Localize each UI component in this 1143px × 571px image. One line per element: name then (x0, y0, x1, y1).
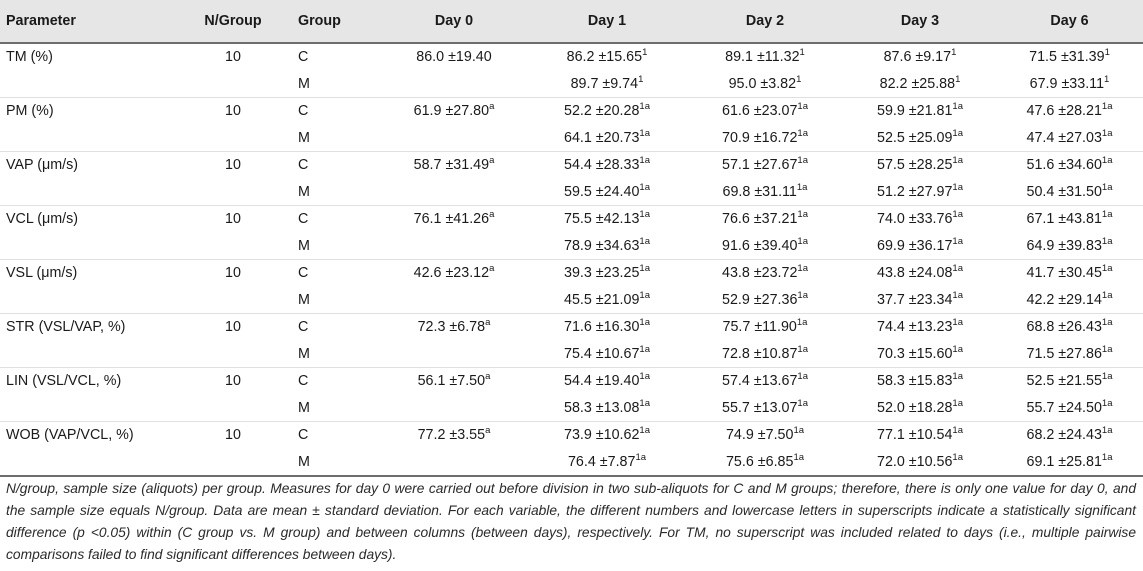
table-row (0, 260, 1143, 287)
mean-sd-value: 55.7 ±24.50 (1026, 399, 1102, 416)
significance-superscript: 1a (952, 451, 963, 463)
day-value-cell (844, 233, 996, 260)
mean-sd-value: 64.9 ±39.83 (1026, 237, 1102, 254)
header-day-6: Day 6 (996, 0, 1143, 43)
significance-superscript: 1a (796, 181, 808, 193)
significance-superscript: 1a (952, 371, 963, 383)
mean-sd-value: 61.9 ±27.80 (413, 103, 490, 120)
day-value-cell (844, 179, 996, 206)
table-row (0, 206, 1143, 233)
significance-superscript: 1a (797, 235, 808, 247)
mean-sd-value: 68.2 ±24.43 (1026, 427, 1102, 444)
day-value-cell (996, 287, 1143, 314)
group-cell: C (298, 319, 309, 336)
mean-sd-value: 51.6 ±34.60 (1026, 157, 1102, 174)
mean-sd-value: 54.4 ±28.33 (564, 157, 640, 174)
day-value-cell (380, 71, 528, 98)
parameter-cell (0, 71, 174, 98)
significance-superscript: 1a (952, 317, 963, 329)
significance-superscript: 1a (952, 397, 963, 409)
mean-sd-value: 67.9 ±33.11 (1029, 75, 1105, 92)
significance-superscript: 1a (1101, 155, 1113, 167)
mean-sd-value: 61.6 ±23.07 (722, 103, 798, 120)
mean-sd-value: 43.8 ±24.08 (877, 265, 953, 282)
mean-sd-value: 45.5 ±21.09 (564, 291, 640, 308)
n-group-cell (174, 287, 292, 314)
mean-sd-value: 72.0 ±10.56 (877, 453, 953, 470)
parameter-cell (0, 341, 174, 368)
table-row (0, 314, 1143, 341)
header-parameter: Parameter (0, 0, 174, 43)
significance-superscript: a (485, 317, 491, 329)
day-value-cell (686, 125, 844, 152)
day-value-cell (380, 98, 528, 125)
header-row (0, 0, 1143, 43)
mean-sd-value: 55.7 ±13.07 (722, 399, 798, 416)
table-row (0, 341, 1143, 368)
day-value-cell (528, 449, 686, 477)
group-cell: M (292, 449, 380, 477)
day-value-cell (380, 233, 528, 260)
day-value-cell (686, 395, 844, 422)
n-group-cell: 10 (225, 211, 241, 228)
mean-sd-value: 52.5 ±21.55 (1026, 373, 1102, 390)
table-row (0, 98, 1143, 125)
parameter-cell: TM (%) (6, 49, 53, 66)
mean-sd-value: 37.7 ±23.34 (877, 291, 953, 308)
table-row (0, 43, 1143, 71)
day-value-cell (686, 233, 844, 260)
day-value-cell (844, 314, 996, 341)
day-value-cell (996, 179, 1143, 206)
table-row (0, 368, 1143, 395)
parameter-cell (0, 287, 174, 314)
parameter-cell (0, 449, 174, 477)
n-group-cell (174, 233, 292, 260)
table-row (0, 125, 1143, 152)
mean-sd-value: 51.2 ±27.97 (877, 183, 953, 200)
n-group-cell (174, 71, 292, 98)
mean-sd-value: 70.3 ±15.60 (877, 345, 953, 362)
mean-sd-value: 67.1 ±43.81 (1026, 211, 1102, 228)
header-day-3: Day 3 (844, 0, 996, 43)
group-cell: M (292, 125, 380, 152)
significance-superscript: 1 (951, 47, 957, 59)
parameter-cell: VCL (μm/s) (6, 211, 79, 228)
group-cell: M (292, 71, 380, 98)
day-value-cell (528, 206, 686, 233)
day-value-cell (844, 71, 996, 98)
day-value-cell (528, 98, 686, 125)
parameter-cell: LIN (VSL/VCL, %) (6, 373, 122, 390)
significance-superscript: 1a (952, 289, 963, 301)
mean-sd-value: 76.6 ±37.21 (722, 211, 798, 228)
mean-sd-value: 76.4 ±7.87 (567, 453, 636, 470)
day-value-cell (844, 98, 996, 125)
table-row (0, 233, 1143, 260)
day-value-cell (380, 368, 528, 395)
significance-superscript: 1a (1101, 181, 1113, 193)
mean-sd-value: 52.2 ±20.28 (564, 103, 640, 120)
parameter-cell: WOB (VAP/VCL, %) (6, 427, 134, 444)
significance-superscript: 1a (1101, 451, 1113, 463)
group-cell: C (298, 157, 309, 174)
significance-superscript: a (489, 101, 495, 113)
header-day-2: Day 2 (686, 0, 844, 43)
significance-superscript: 1a (952, 155, 963, 167)
significance-superscript: a (489, 155, 495, 167)
group-cell: C (298, 211, 309, 228)
n-group-cell: 10 (225, 49, 241, 66)
day-value-cell (528, 71, 686, 98)
day-value-cell (996, 98, 1143, 125)
mean-sd-value: 54.4 ±19.40 (564, 373, 640, 390)
significance-superscript: 1a (1101, 235, 1113, 247)
mean-sd-value: 57.5 ±28.25 (877, 157, 953, 174)
day-value-cell (380, 341, 528, 368)
mean-sd-value: 75.5 ±42.13 (564, 211, 640, 228)
significance-superscript: 1a (1101, 127, 1113, 139)
group-cell: C (298, 103, 309, 120)
day-value-cell (844, 125, 996, 152)
day-value-cell (380, 287, 528, 314)
mean-sd-value: 43.8 ±23.72 (722, 265, 798, 282)
significance-superscript: 1a (952, 127, 963, 139)
mean-sd-value: 75.6 ±6.85 (725, 453, 794, 470)
day-value-cell (844, 341, 996, 368)
group-cell: M (292, 395, 380, 422)
mean-sd-value: 76.1 ±41.26 (413, 211, 490, 228)
mean-sd-value: 69.9 ±36.17 (877, 237, 953, 254)
significance-superscript: 1 (796, 73, 802, 85)
day-value-cell (686, 206, 844, 233)
significance-superscript: 1a (793, 451, 805, 463)
mean-sd-value: 75.4 ±10.67 (564, 345, 640, 362)
day-value-cell (844, 43, 996, 71)
day-value-cell (528, 422, 686, 449)
day-value-cell (528, 395, 686, 422)
day-value-cell (380, 179, 528, 206)
table-row (0, 179, 1143, 206)
mean-sd-value: 91.6 ±39.40 (722, 237, 798, 254)
mean-sd-value: 52.0 ±18.28 (877, 399, 953, 416)
significance-superscript: 1 (642, 47, 648, 59)
mean-sd-value: 78.9 ±34.63 (564, 237, 640, 254)
day-value-cell (686, 71, 844, 98)
significance-superscript: 1a (639, 209, 650, 221)
day-value-cell (996, 233, 1143, 260)
day-value-cell (528, 179, 686, 206)
significance-superscript: 1a (1101, 263, 1113, 275)
parameter-cell (0, 233, 174, 260)
significance-superscript: 1a (797, 289, 808, 301)
day-value-cell (996, 260, 1143, 287)
mean-sd-value: 86.0 ±19.40 (416, 49, 492, 66)
significance-superscript: 1a (1101, 397, 1113, 409)
significance-superscript: 1a (797, 371, 808, 383)
mean-sd-value: 70.9 ±16.72 (722, 129, 798, 146)
day-value-cell (844, 206, 996, 233)
significance-superscript: a (489, 263, 495, 275)
significance-superscript: 1a (639, 263, 650, 275)
day-value-cell (996, 71, 1143, 98)
n-group-cell (174, 395, 292, 422)
table-row (0, 395, 1143, 422)
significance-superscript: 1a (1101, 101, 1113, 113)
significance-superscript: 1a (1101, 317, 1113, 329)
table-row (0, 152, 1143, 179)
mean-sd-value: 77.1 ±10.54 (877, 427, 953, 444)
day-value-cell (996, 152, 1143, 179)
mean-sd-value: 59.9 ±21.81 (877, 103, 953, 120)
n-group-cell (174, 125, 292, 152)
day-value-cell (686, 43, 844, 71)
mean-sd-value: 47.4 ±27.03 (1026, 129, 1102, 146)
mean-sd-value: 52.5 ±25.09 (877, 129, 953, 146)
significance-superscript: 1a (952, 101, 963, 113)
significance-superscript: 1a (1101, 343, 1113, 355)
significance-superscript: 1 (638, 73, 644, 85)
mean-sd-value: 42.2 ±29.14 (1026, 291, 1102, 308)
parameter-cell: VAP (μm/s) (6, 157, 79, 174)
significance-superscript: 1a (793, 425, 805, 437)
parameter-cell: VSL (μm/s) (6, 265, 78, 282)
group-cell: M (292, 179, 380, 206)
significance-superscript: a (485, 425, 491, 437)
mean-sd-value: 58.3 ±15.83 (877, 373, 953, 390)
significance-superscript: 1a (639, 127, 650, 139)
mean-sd-value: 58.7 ±31.49 (413, 157, 490, 174)
significance-superscript: 1a (635, 451, 647, 463)
mean-sd-value: 57.4 ±13.67 (722, 373, 798, 390)
table-row (0, 287, 1143, 314)
mean-sd-value: 86.2 ±15.65 (566, 49, 643, 66)
significance-superscript: 1a (797, 343, 808, 355)
n-group-cell: 10 (225, 427, 241, 444)
group-cell: C (298, 265, 309, 282)
parameter-cell: STR (VSL/VAP, %) (6, 319, 126, 336)
day-value-cell (996, 206, 1143, 233)
n-group-cell: 10 (225, 319, 241, 336)
significance-superscript: 1a (639, 397, 650, 409)
mean-sd-value: 42.6 ±23.12 (413, 265, 490, 282)
group-cell: C (298, 427, 309, 444)
mean-sd-value: 75.7 ±11.90 (722, 319, 797, 336)
table-row (0, 422, 1143, 449)
mean-sd-value: 73.9 ±10.62 (564, 427, 640, 444)
significance-superscript: 1a (952, 343, 963, 355)
day-value-cell (528, 152, 686, 179)
mean-sd-value: 74.9 ±7.50 (725, 427, 794, 444)
table-row (0, 449, 1143, 477)
day-value-cell (686, 449, 844, 477)
header-n-group: N/Group (174, 0, 292, 43)
n-group-cell (174, 449, 292, 477)
mean-sd-value: 56.1 ±7.50 (417, 373, 486, 390)
group-cell: M (292, 341, 380, 368)
day-value-cell (380, 395, 528, 422)
day-value-cell (996, 368, 1143, 395)
significance-superscript: 1a (797, 101, 808, 113)
day-value-cell (996, 125, 1143, 152)
mean-sd-value: 69.8 ±31.11 (722, 183, 797, 200)
mean-sd-value: 71.6 ±16.30 (564, 319, 640, 336)
n-group-cell: 10 (225, 157, 241, 174)
n-group-cell: 10 (225, 103, 241, 120)
significance-superscript: 1 (799, 47, 805, 59)
day-value-cell (528, 260, 686, 287)
n-group-cell (174, 179, 292, 206)
significance-superscript: 1a (1101, 209, 1113, 221)
significance-superscript: 1a (639, 101, 650, 113)
day-value-cell (844, 287, 996, 314)
header-day-1: Day 1 (528, 0, 686, 43)
significance-superscript: 1 (1104, 47, 1110, 59)
parameter-cell: PM (%) (6, 103, 54, 120)
mean-sd-value: 89.7 ±9.74 (570, 75, 639, 92)
mean-sd-value: 87.6 ±9.17 (883, 49, 952, 66)
mean-sd-value: 74.0 ±33.76 (877, 211, 953, 228)
day-value-cell (528, 43, 686, 71)
mean-sd-value: 71.5 ±27.86 (1026, 345, 1102, 362)
significance-superscript: 1a (797, 155, 808, 167)
group-cell: M (292, 287, 380, 314)
day-value-cell (996, 314, 1143, 341)
significance-superscript: 1a (796, 317, 808, 329)
significance-superscript: 1a (952, 425, 963, 437)
day-value-cell (844, 260, 996, 287)
day-value-cell (380, 43, 528, 71)
parameter-cell (0, 179, 174, 206)
day-value-cell (686, 260, 844, 287)
significance-superscript: 1a (952, 209, 963, 221)
mean-sd-value: 72.8 ±10.87 (722, 345, 798, 362)
day-value-cell (380, 422, 528, 449)
day-value-cell (528, 125, 686, 152)
day-value-cell (996, 422, 1143, 449)
significance-superscript: 1a (952, 235, 963, 247)
group-cell: M (292, 233, 380, 260)
significance-superscript: 1 (955, 73, 961, 85)
parameter-cell (0, 125, 174, 152)
group-cell: C (298, 49, 309, 66)
mean-sd-value: 89.1 ±11.32 (725, 49, 800, 66)
day-value-cell (380, 449, 528, 477)
day-value-cell (996, 43, 1143, 71)
day-value-cell (686, 341, 844, 368)
day-value-cell (380, 152, 528, 179)
n-group-cell (174, 341, 292, 368)
significance-superscript: 1 (1104, 73, 1110, 85)
mean-sd-value: 64.1 ±20.73 (564, 129, 640, 146)
significance-superscript: 1a (1101, 289, 1113, 301)
day-value-cell (380, 206, 528, 233)
mean-sd-value: 50.4 ±31.50 (1026, 183, 1102, 200)
mean-sd-value: 71.5 ±31.39 (1029, 49, 1105, 66)
significance-superscript: 1a (639, 181, 650, 193)
n-group-cell: 10 (225, 373, 241, 390)
significance-superscript: 1a (639, 317, 650, 329)
day-value-cell (844, 422, 996, 449)
day-value-cell (844, 368, 996, 395)
significance-superscript: 1a (1101, 371, 1113, 383)
mean-sd-value: 47.6 ±28.21 (1026, 103, 1102, 120)
mean-sd-value: 69.1 ±25.81 (1026, 453, 1102, 470)
mean-sd-value: 72.3 ±6.78 (417, 319, 486, 336)
group-cell: C (298, 373, 309, 390)
day-value-cell (528, 341, 686, 368)
day-value-cell (380, 260, 528, 287)
day-value-cell (686, 368, 844, 395)
day-value-cell (844, 449, 996, 477)
table-body (0, 43, 1143, 476)
day-value-cell (844, 152, 996, 179)
significance-superscript: 1a (797, 127, 808, 139)
mean-sd-value: 95.0 ±3.82 (728, 75, 797, 92)
significance-superscript: 1a (952, 263, 963, 275)
mean-sd-value: 39.3 ±23.25 (564, 265, 640, 282)
header-group: Group (292, 0, 380, 43)
significance-superscript: 1a (797, 263, 808, 275)
day-value-cell (528, 233, 686, 260)
parameter-cell (0, 395, 174, 422)
mean-sd-value: 41.7 ±30.45 (1026, 265, 1102, 282)
day-value-cell (380, 125, 528, 152)
mean-sd-value: 59.5 ±24.40 (564, 183, 640, 200)
mean-sd-value: 58.3 ±13.08 (564, 399, 640, 416)
day-value-cell (686, 98, 844, 125)
significance-superscript: 1a (639, 289, 650, 301)
day-value-cell (528, 314, 686, 341)
mean-sd-value: 68.8 ±26.43 (1026, 319, 1102, 336)
significance-superscript: 1a (639, 425, 650, 437)
mean-sd-value: 74.4 ±13.23 (877, 319, 953, 336)
day-value-cell (686, 152, 844, 179)
mean-sd-value: 82.2 ±25.88 (879, 75, 956, 92)
significance-superscript: 1a (797, 397, 808, 409)
day-value-cell (380, 314, 528, 341)
n-group-cell: 10 (225, 265, 241, 282)
mean-sd-value: 57.1 ±27.67 (722, 157, 798, 174)
day-value-cell (686, 314, 844, 341)
header-day-0: Day 0 (380, 0, 528, 43)
mean-sd-value: 77.2 ±3.55 (417, 427, 486, 444)
significance-superscript: 1a (952, 181, 963, 193)
day-value-cell (528, 287, 686, 314)
day-value-cell (996, 395, 1143, 422)
significance-superscript: 1a (797, 209, 808, 221)
day-value-cell (528, 368, 686, 395)
day-value-cell (996, 449, 1143, 477)
mean-sd-value: 52.9 ±27.36 (722, 291, 798, 308)
significance-superscript: 1a (1101, 425, 1113, 437)
significance-superscript: a (485, 371, 491, 383)
significance-superscript: a (489, 209, 495, 221)
table-footnote: N/group, sample size (aliquots) per group. Measures for day 0 were carried out before division in two sub-aliquots for C and M groups; therefore, there is only one value for day 0, and the sample size equals N/group. Data are mean ± standard deviation. For each variable, the different numbers and lowercase letters in superscripts indicate a statistically significant difference (p <0.05) within (C group vs. M group) and between columns (between days), respectively. For TM, no superscript was included related to days (i.e., multiple pairwise comparisons failed to find significant differences between days). (6, 481, 1136, 562)
significance-superscript: 1a (639, 371, 650, 383)
day-value-cell (686, 179, 844, 206)
table-row (0, 71, 1143, 98)
day-value-cell (686, 422, 844, 449)
day-value-cell (996, 341, 1143, 368)
day-value-cell (844, 395, 996, 422)
day-value-cell (686, 287, 844, 314)
significance-superscript: 1a (639, 155, 650, 167)
significance-superscript: 1a (639, 235, 650, 247)
significance-superscript: 1a (639, 343, 650, 355)
